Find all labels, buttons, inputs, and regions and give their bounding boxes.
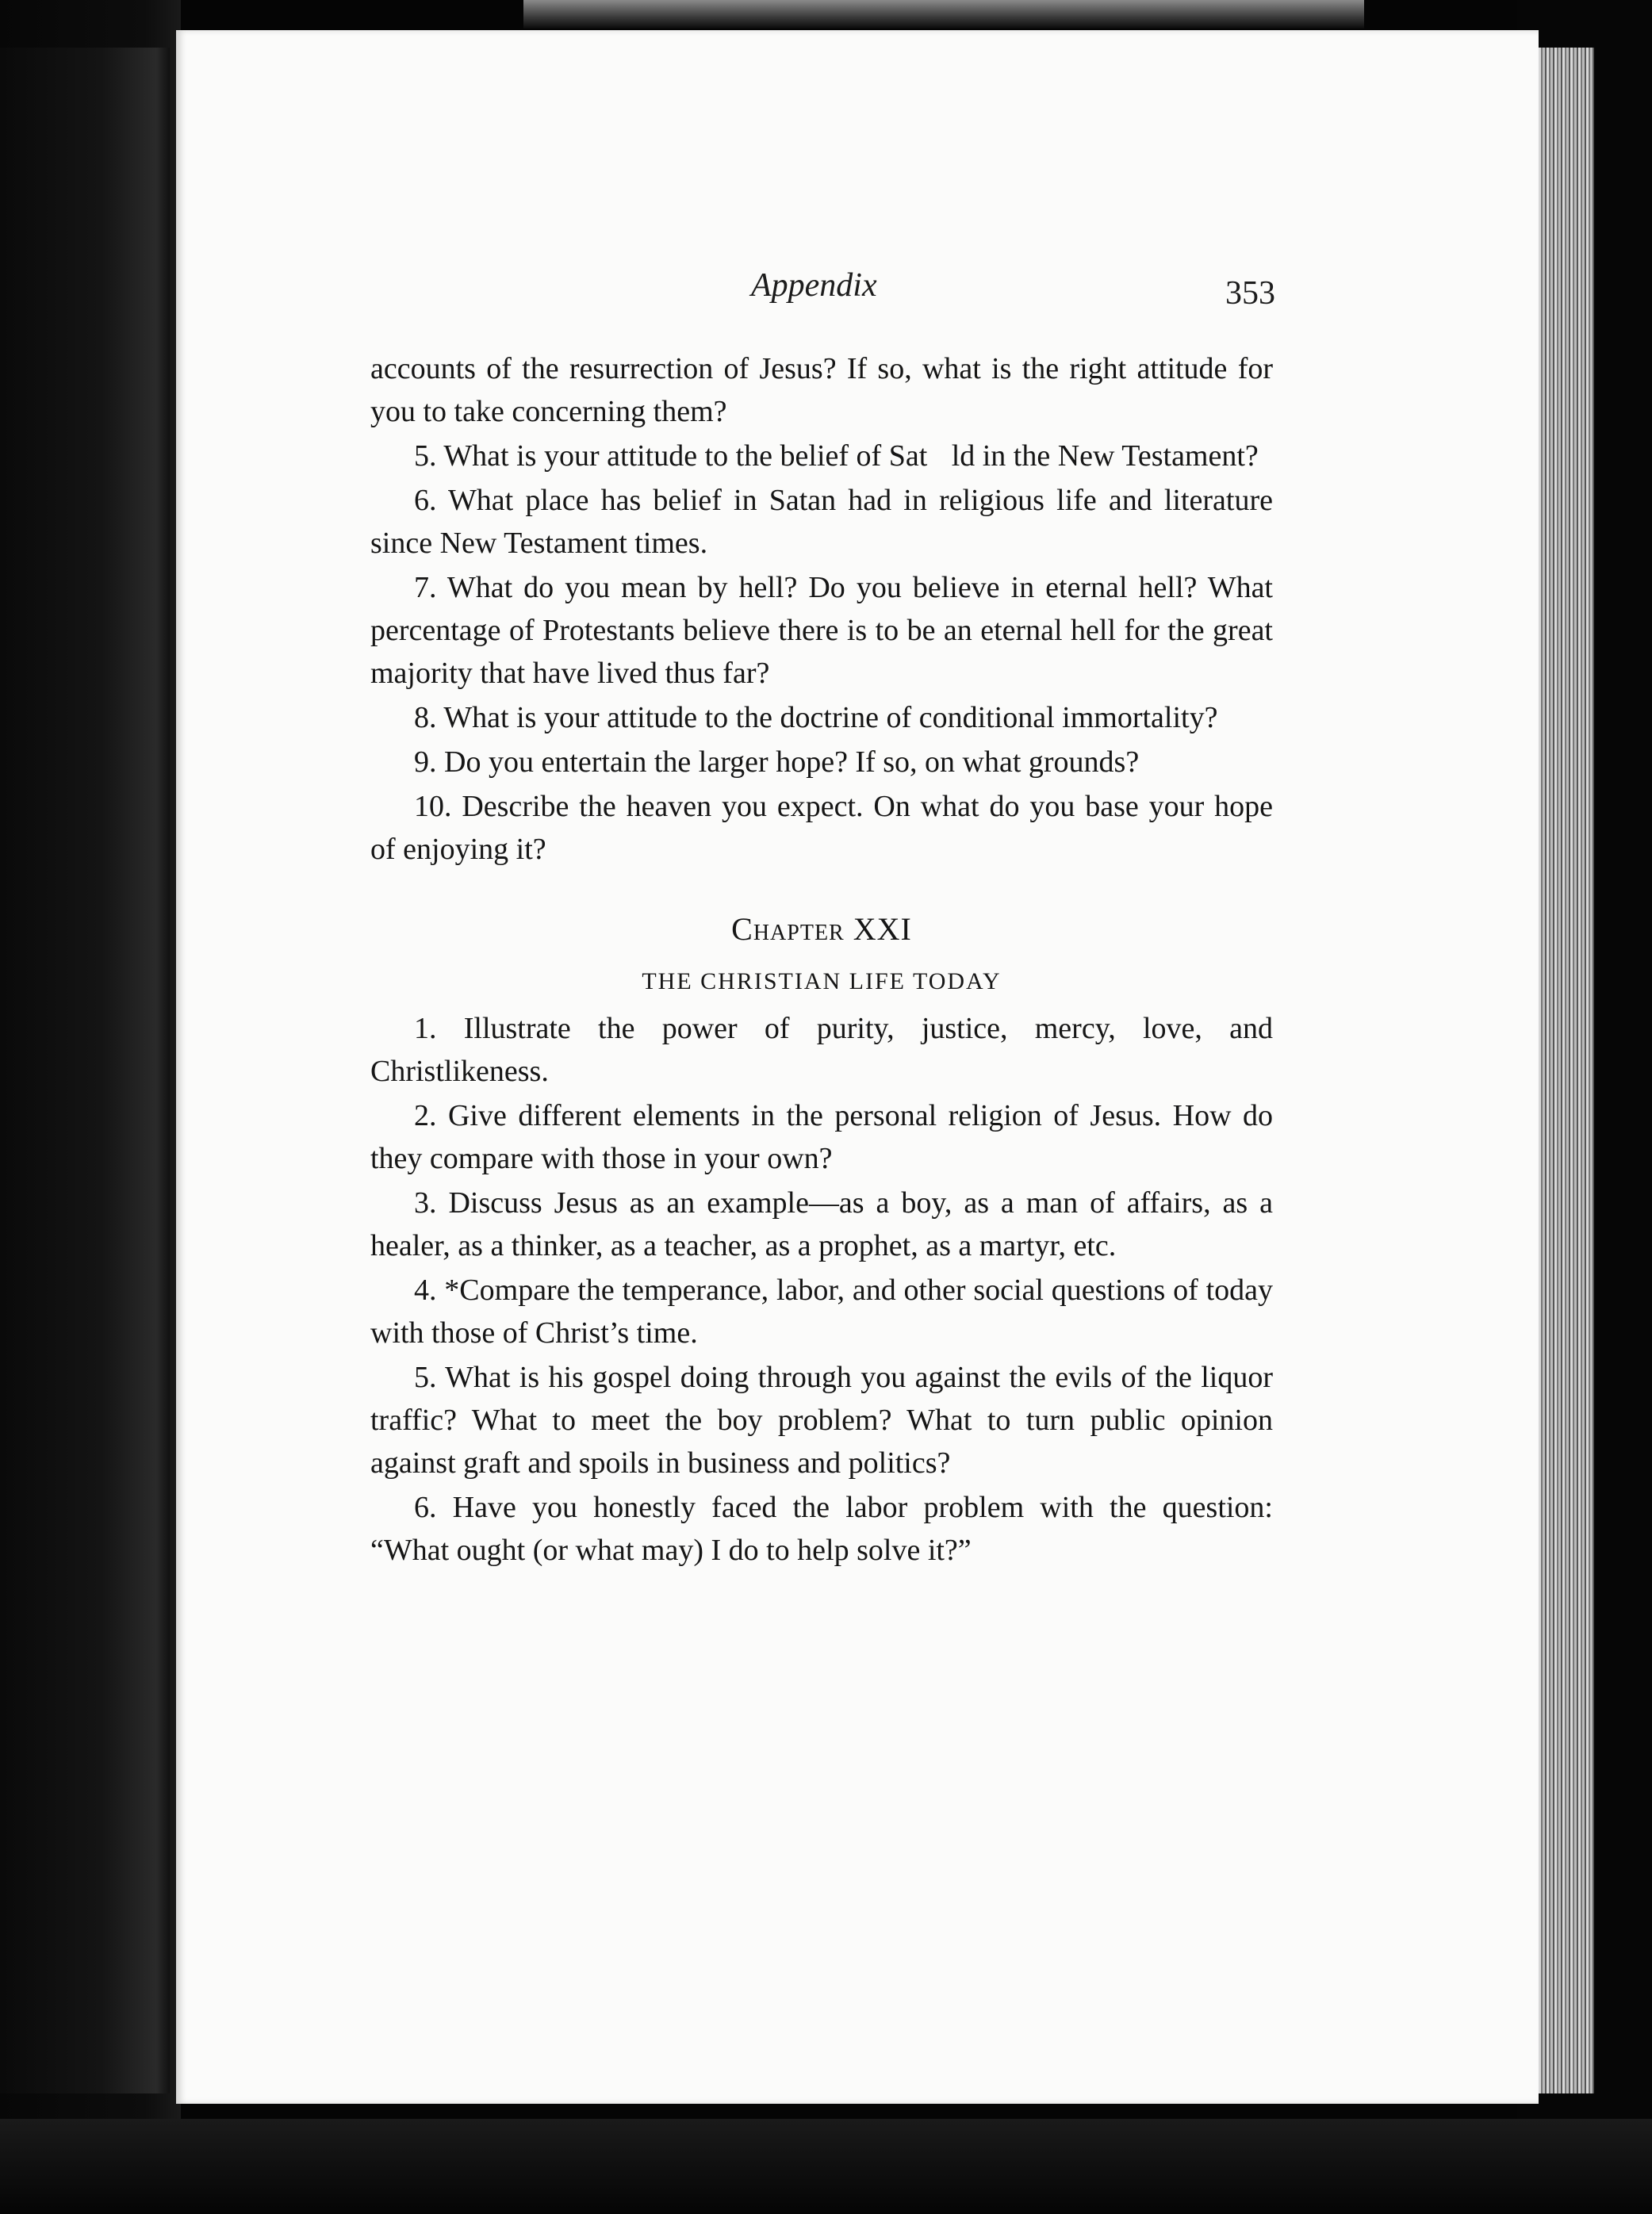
scan-border-top: [523, 0, 1364, 29]
question-item: 6. Have you honestly faced the labor problem with the question: “What ought (or what may) I do to help solve it?”: [370, 1491, 1273, 1567]
running-head: Appendix: [751, 267, 877, 304]
book-page: [176, 30, 1539, 2104]
question-item: 10. Describe the heaven you expect. On what do you base your hope of enjoying it?: [370, 790, 1273, 866]
continued-paragraph: accounts of the resurrection of Jesus? If so, what is the right attitude for you to take concerning them?: [370, 352, 1273, 428]
page-body: [370, 347, 1273, 1572]
page-header: [176, 266, 1539, 322]
question-item: 1. Illustrate the power of purity, justice, mercy, love, and Christlikeness.: [370, 1012, 1273, 1088]
chapter-title: Chapter XXI: [731, 911, 912, 947]
question-item: 3. Discuss Jesus as an example—as a boy, as a man of affairs, as a healer, as a thinker, as a teacher, as a prophet, as a martyr, etc.: [370, 1186, 1273, 1262]
page-stack-edge: [1531, 48, 1594, 2093]
scan-border-bottom: [0, 2119, 1652, 2214]
question-item: 7. What do you mean by hell? Do you believe in eternal hell? What percentage of Protestants believe there is to be an eternal hell for the great majority that have lived thus far?: [370, 571, 1273, 690]
facing-page-edge: [0, 48, 170, 2093]
chapter-subtitle: THE CHRISTIAN LIFE TODAY: [642, 968, 1002, 994]
question-item: 9. Do you entertain the larger hope? If so, on what grounds?: [414, 745, 1140, 779]
question-item: 8. What is your attitude to the doctrine of conditional immortality?: [414, 701, 1218, 734]
question-item: 5. What is your attitude to the belief of Sat ld in the New Testament?: [414, 439, 1259, 473]
question-item: 6. What place has belief in Satan had in religious life and literature since New Testament times.: [370, 484, 1273, 560]
question-item: 4. *Compare the temperance, labor, and other social questions of today with those of Christ’s time.: [370, 1274, 1273, 1350]
page-number: 353: [1225, 275, 1275, 312]
question-item: 5. What is his gospel doing through you against the evils of the liquor traffic? What to meet the boy problem? What to turn public opinion against graft and spoils in business and politics?: [370, 1361, 1273, 1480]
question-item: 2. Give different elements in the personal religion of Jesus. How do they compare with those in your own?: [370, 1099, 1273, 1175]
